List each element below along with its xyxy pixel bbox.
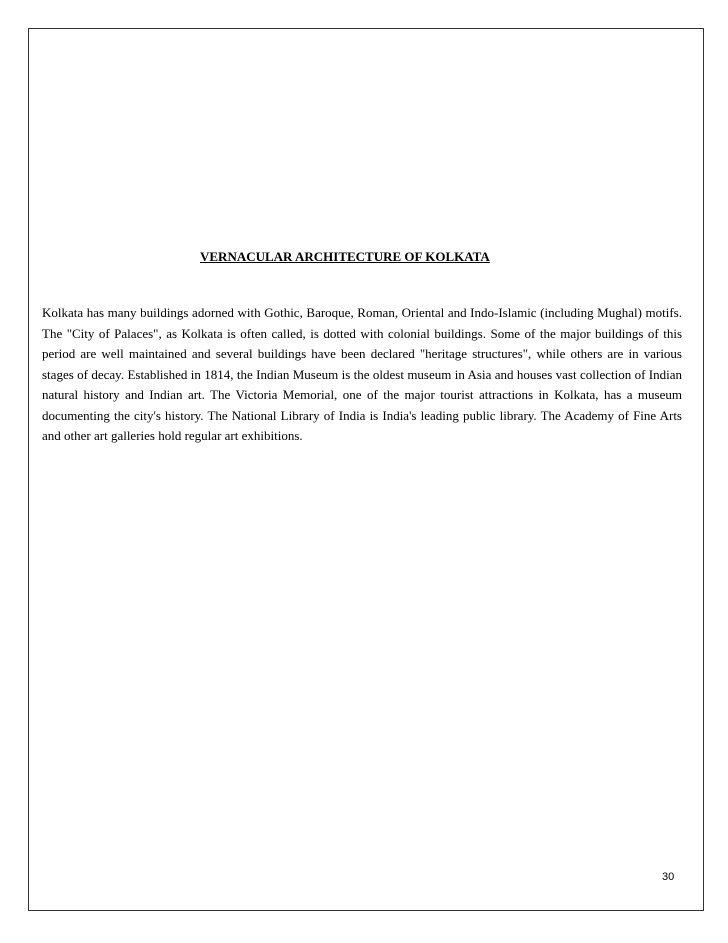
page-border — [28, 28, 704, 911]
page-number: 30 — [662, 871, 675, 883]
body-paragraph: Kolkata has many buildings adorned with Gothic, Baroque, Roman, Oriental and Indo-Islamic (including Mughal) motifs. The "City of Palaces", as Kolkata is often called, is dotted with colonial buildings. Some of the major buildings of this period are well maintained and several buildings have been declared "heritage structures", while others are in various stages of decay. Established in 1814, the Indian Museum is the oldest museum in Asia and houses vast collection of Indian natural history and Indian art. The Victoria Memorial, one of the major tourist attractions in Kolkata, has a museum documenting the city's history. The National Library of India is India's leading public library. The Academy of Fine Arts and other art galleries hold regular art exhibitions. — [42, 305, 682, 443]
section-heading: VERNACULAR ARCHITECTURE OF KOLKATA — [200, 249, 490, 264]
